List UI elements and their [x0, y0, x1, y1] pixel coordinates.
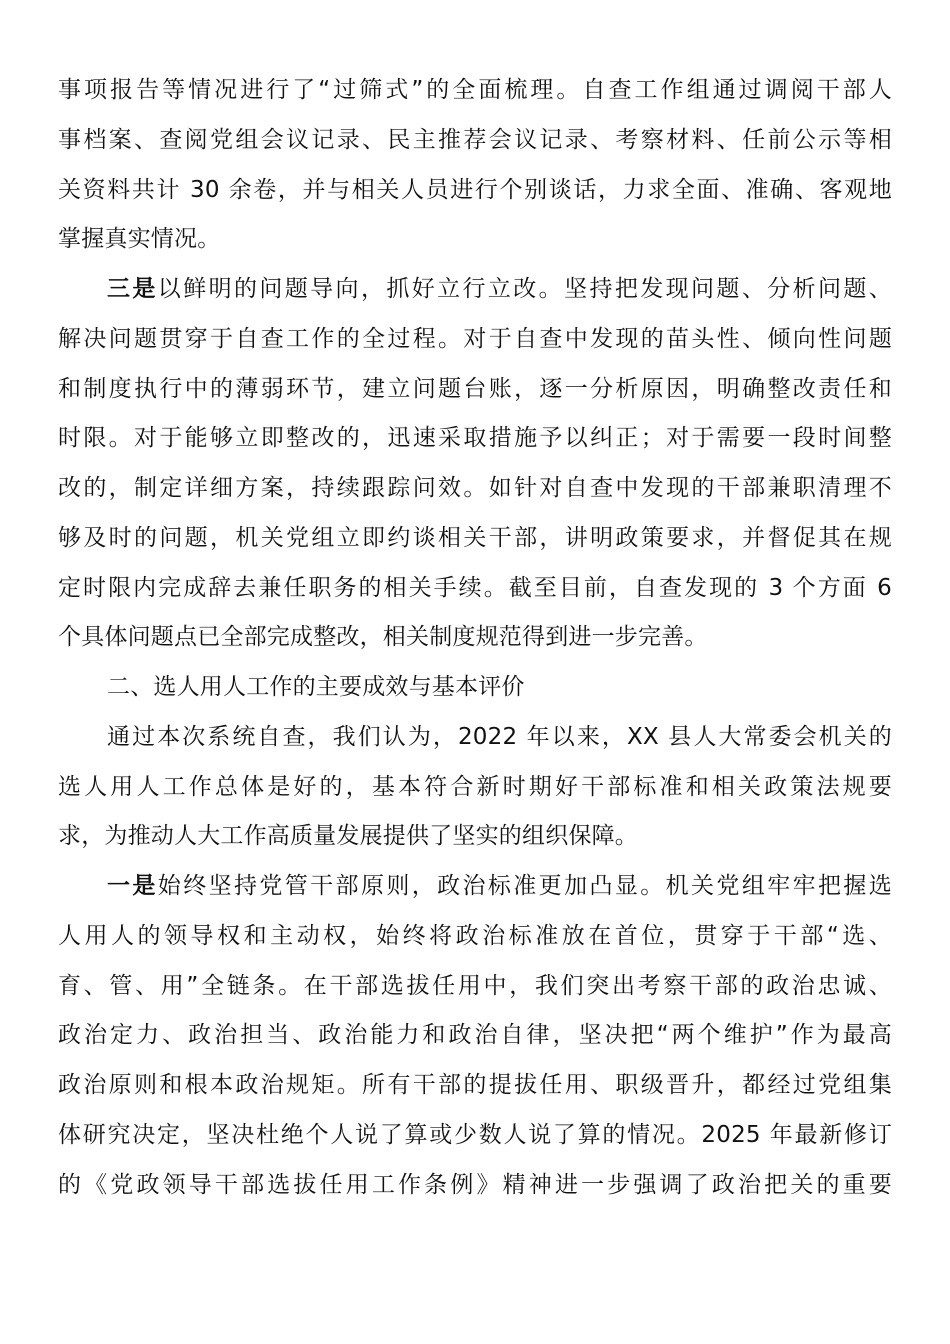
text-line: [58, 315, 892, 365]
line-text: 政治定力、政治担当、政治能力和政治自律，坚决把“两个维护”作为最高: [58, 1022, 892, 1049]
paragraph-first-point: [58, 862, 892, 1210]
paragraph-review-continuation: [58, 66, 892, 265]
text-line: [58, 962, 892, 1012]
line-text: 掌握真实情况。: [58, 226, 221, 253]
line-text: 事档案、查阅党组会议记录、民主推荐会议记录、考察材料、任前公示等相: [58, 126, 892, 153]
text-line: [58, 713, 892, 763]
heading-line: [58, 663, 892, 713]
line-text: 够及时的问题，机关党组立即约谈相关干部，讲明政策要求，并督促其在规: [58, 524, 892, 551]
line-text: 关资料共计 30 余卷，并与相关人员进行个别谈话，力求全面、准确、客观地: [58, 176, 892, 203]
paragraph-third-point: [58, 265, 892, 663]
line-text: 的《党政领导干部选拔任用工作条例》精神进一步强调了政治把关的重要: [58, 1171, 892, 1198]
text-line: [58, 1111, 892, 1161]
heading-text: 二、选人用人工作的主要成效与基本评价: [107, 674, 525, 700]
text-line: [58, 116, 892, 166]
line-text: 时限。对于能够立即整改的，迅速采取措施予以纠正；对于需要一段时间整: [58, 425, 892, 452]
line-text: 和制度执行中的薄弱环节，建立问题台账，逐一分析原因，明确整改责任和: [58, 375, 892, 402]
text-line: [58, 365, 892, 415]
line-text: 选人用人工作总体是好的，基本符合新时期好干部标准和相关政策法规要: [58, 773, 892, 800]
line-text: 通过本次系统自查，我们认为，2022 年以来，XX 县人大常委会机关的: [107, 723, 892, 750]
line-text: 以鲜明的问题导向，抓好立行立改。坚持把发现问题、分析问题、: [157, 276, 892, 302]
text-line: [58, 66, 892, 116]
text-line: [58, 812, 892, 862]
line-text: 体研究决定，坚决杜绝个人说了算或少数人说了算的情况。2025 年最新修订: [58, 1121, 892, 1148]
text-line: [58, 1161, 892, 1211]
text-line: [58, 166, 892, 216]
line-text: 政治原则和根本政治规矩。所有干部的提拔任用、职级晋升，都经过党组集: [58, 1072, 892, 1098]
line-text: 事项报告等情况进行了“过筛式”的全面梳理。自查工作组通过调阅干部人: [58, 77, 892, 103]
line-text: 育、管、用”全链条。在干部选拔任用中，我们突出考察干部的政治忠诚、: [58, 972, 892, 999]
line-text: 改的，制定详细方案，持续跟踪问效。如针对自查中发现的干部兼职清理不: [58, 475, 892, 501]
text-line: [58, 862, 892, 912]
paragraph-overall-assessment: [58, 713, 892, 862]
text-line: [58, 265, 892, 315]
line-text: 解决问题贯穿于自查工作的全过程。对于自查中发现的苗头性、倾向性问题: [58, 325, 892, 352]
text-line: [58, 564, 892, 614]
line-text: 个具体问题点已全部完成整改，相关制度规范得到进一步完善。: [58, 624, 708, 651]
line-text: 定时限内完成辞去兼任职务的相关手续。截至目前，自查发现的 3 个方面 6: [58, 574, 892, 601]
bold-lead-phrase: 一是: [107, 873, 158, 899]
text-line: [58, 215, 892, 265]
text-line: [58, 763, 892, 813]
text-line: [58, 514, 892, 564]
text-line: [58, 1061, 892, 1111]
text-line: [58, 464, 892, 514]
section-heading: [58, 663, 892, 713]
bold-lead-phrase: 三是: [107, 276, 158, 302]
line-text: 人用人的领导权和主动权，始终将政治标准放在首位，贯穿于干部“选、: [58, 922, 892, 949]
text-line: [58, 414, 892, 464]
text-line: [58, 613, 892, 663]
line-text: 始终坚持党管干部原则，政治标准更加凸显。机关党组牢牢把握选: [157, 873, 892, 899]
text-line: [58, 912, 892, 962]
document-page: [58, 66, 892, 1210]
line-text: 求，为推动人大工作高质量发展提供了坚实的组织保障。: [58, 823, 638, 850]
text-line: [58, 1011, 892, 1061]
